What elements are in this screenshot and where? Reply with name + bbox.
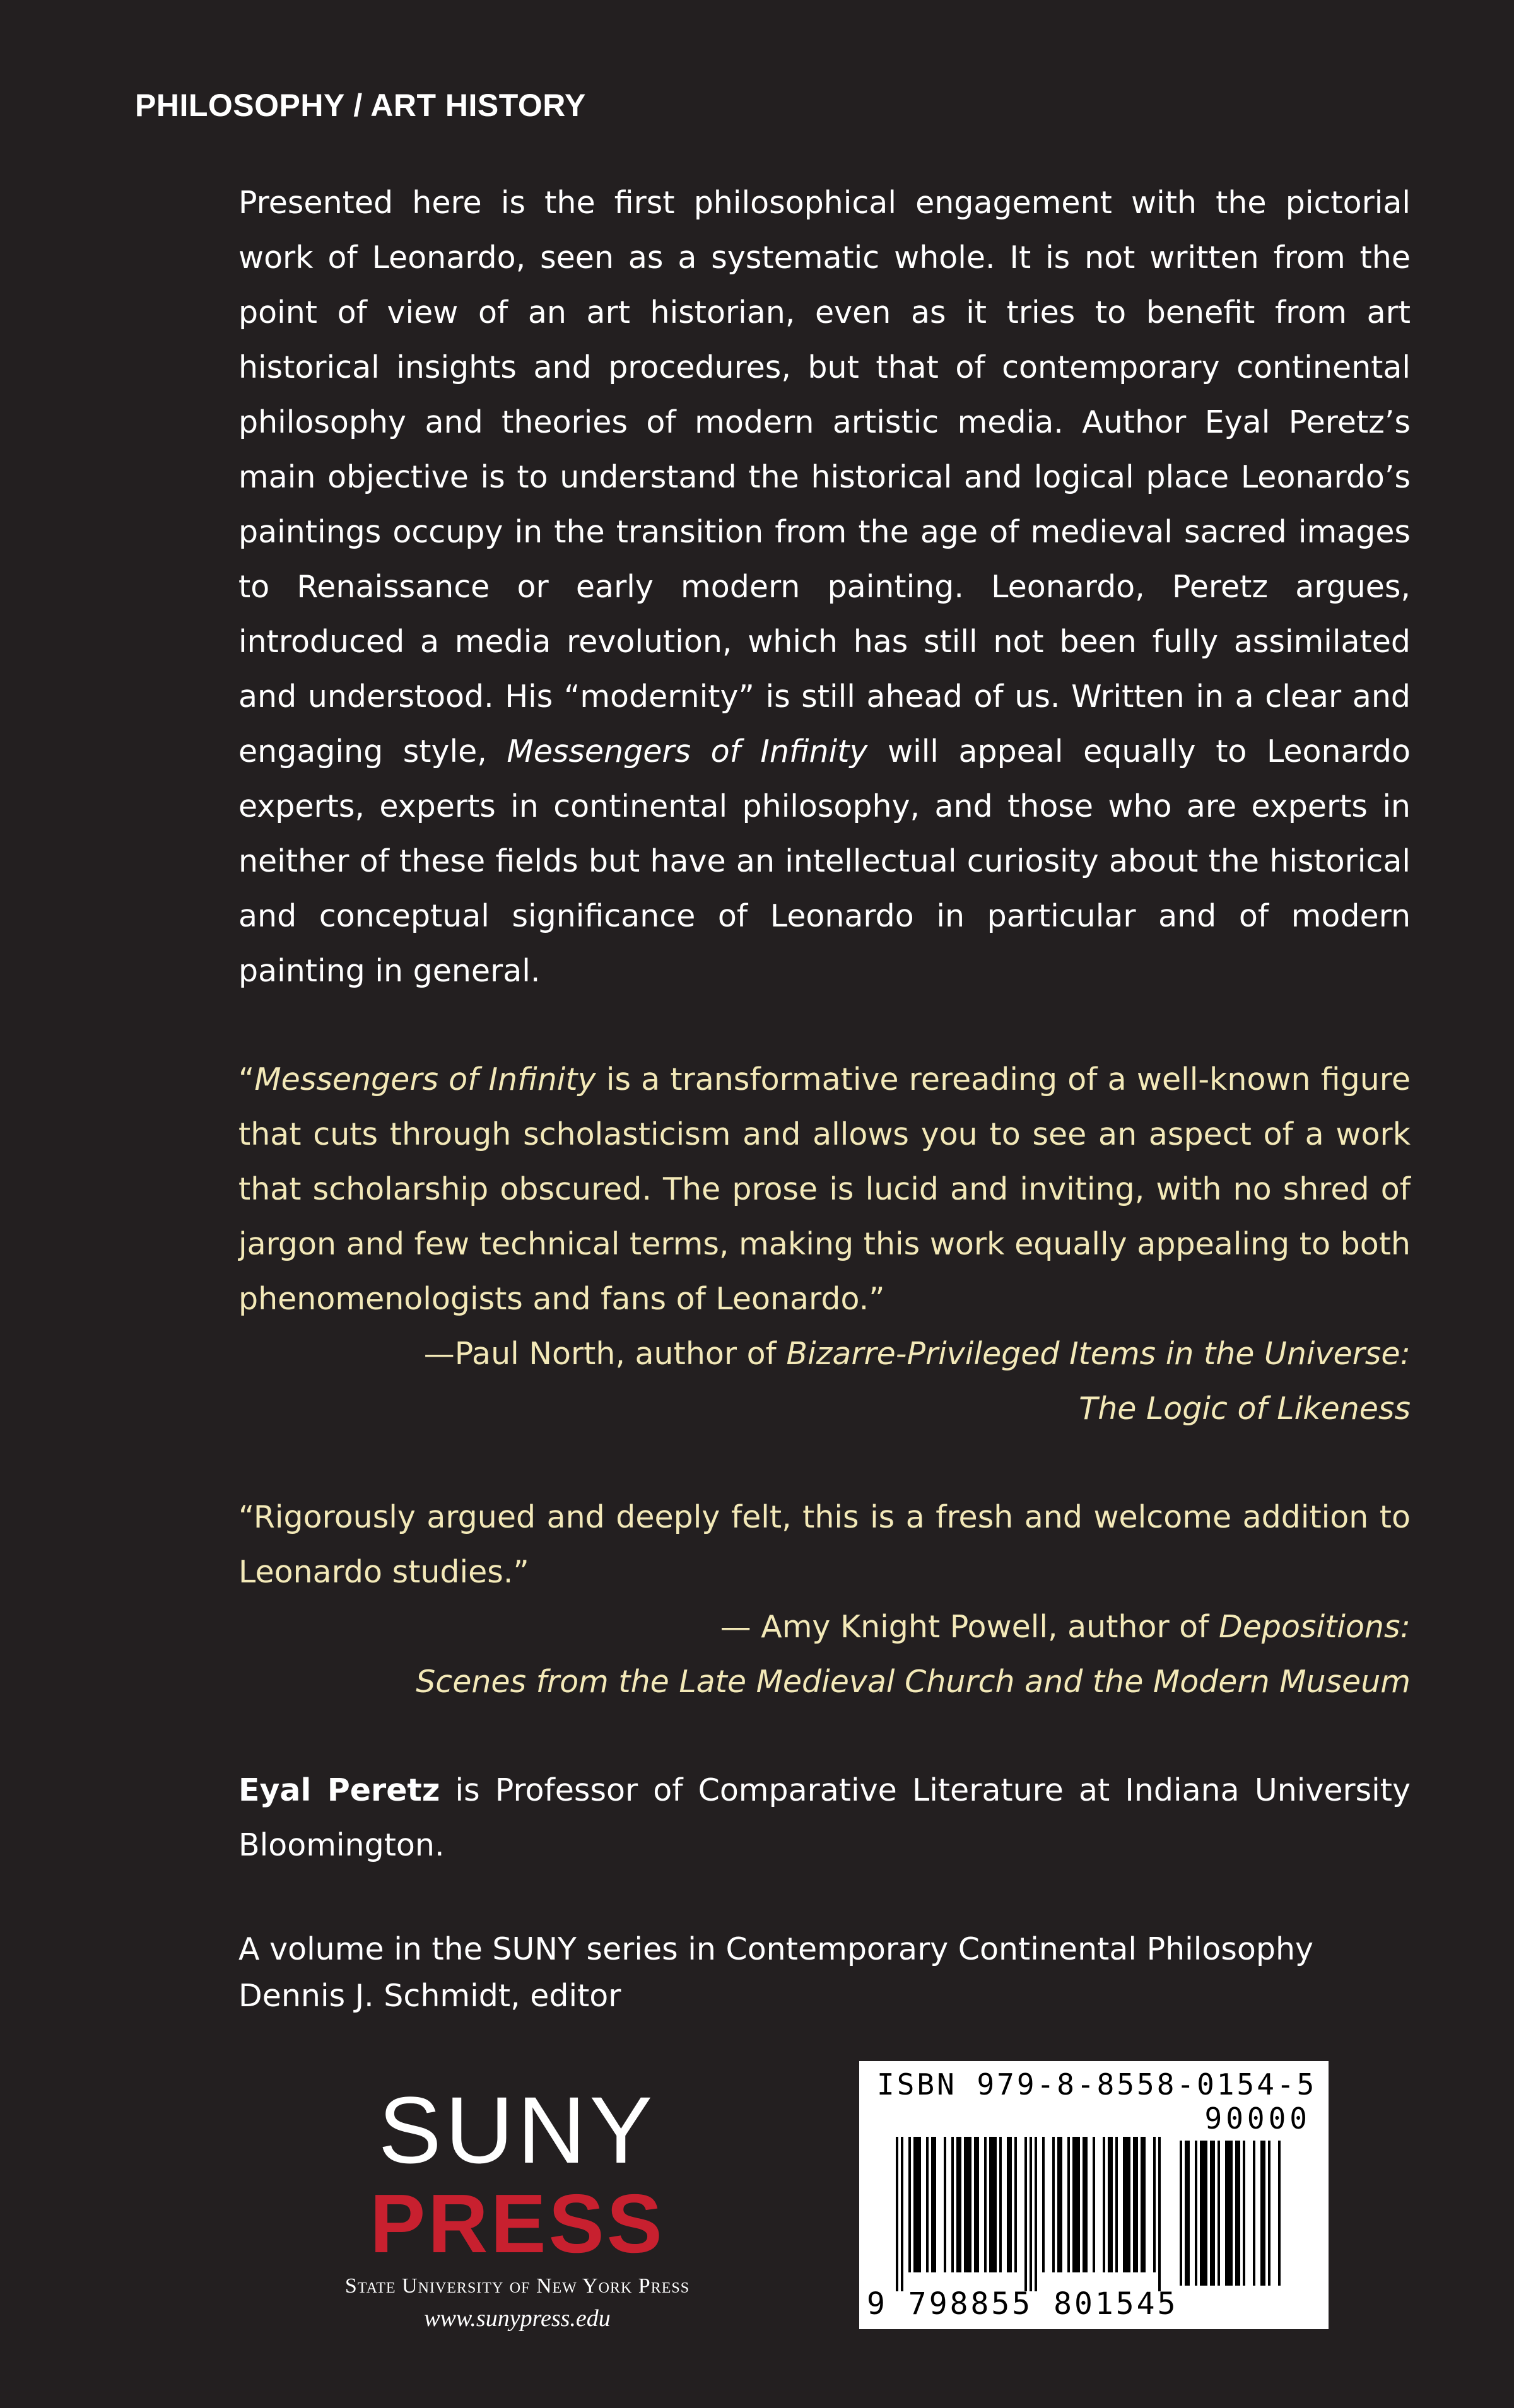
barcode-bar [1067, 2137, 1070, 2272]
barcode-digits: 9 798855 801545 [867, 2286, 1178, 2322]
isbn-barcode [859, 2061, 1329, 2329]
barcode-bar [1108, 2137, 1113, 2272]
barcode-bar [1260, 2141, 1265, 2286]
barcode-bar [1057, 2137, 1062, 2272]
barcode-bar [1235, 2141, 1240, 2286]
isbn-text: ISBN 979-8-8558-0154-5 [877, 2067, 1317, 2101]
barcode-bar [974, 2137, 979, 2272]
author-bio: Eyal Peretz is Professor of Comparative Literature at Indiana University Bloomington. [238, 1772, 1411, 1863]
quote-attribution-line-2: The Logic of Likeness [1079, 1391, 1411, 1427]
barcode-bar [964, 2137, 971, 2272]
series-line-1: A volume in the SUNY series in Contemporary Continental Philosophy [238, 1931, 1314, 1967]
barcode-bar [1072, 2137, 1080, 2272]
barcode-bar [1133, 2137, 1138, 2272]
publisher-name: State University of New York Press [344, 2274, 690, 2298]
barcode-bar [1093, 2137, 1095, 2272]
logo-suny-text: SUNY [378, 2077, 657, 2183]
barcode-addon-text: 90000 [1204, 2101, 1311, 2136]
barcode-bar [989, 2137, 997, 2272]
barcode-bar [1024, 2137, 1027, 2291]
series-line-2: Dennis J. Schmidt, editor [238, 1978, 621, 2014]
barcode-bar [931, 2137, 936, 2272]
barcode-addon-bars-icon [1180, 2141, 1312, 2286]
barcode-bar [1141, 2137, 1146, 2272]
barcode-bar [1158, 2137, 1161, 2291]
barcode-bar [956, 2137, 961, 2272]
barcode-bar [913, 2137, 921, 2272]
barcode-bar [1035, 2137, 1037, 2291]
back-cover-text [238, 175, 1411, 2019]
book-description: Presented here is the first philosophical engagement with the pictorial work of Leonardo, seen as a systematic whole. It is not written from the point of view of an art historian, even as it tries to benefit from art historical insights and procedures, but that of contemporary continental philosophy and theories of modern artistic media. Author Eyal Peretz’s main objective is to understand the historical and logical place Leonardo’s paintings occupy in the transition from the age of medieval sacred images to Renaissance or early modern painting. Leonardo, Peretz argues, introduced a media revolution, which has still not been fully assimilated and understood. His “modernity” is still ahead of us. Written in a clear and engaging style, Messengers of Infinity will appeal equally to Leonardo experts, experts in continental philosophy, and those who are experts in neither of these fields but have an intellectual curiosity about the historical and conceptual significance of Leonardo in particular and of modern painting in general. [238, 185, 1411, 989]
barcode-bar [1210, 2141, 1215, 2286]
barcode-bar [1180, 2141, 1182, 2286]
barcode-bar [1042, 2137, 1045, 2272]
author-name: Eyal Peretz [238, 1772, 440, 1808]
logo-press-text: PRESS [370, 2177, 665, 2270]
barcode-bar [951, 2137, 954, 2272]
barcode-bar [1200, 2141, 1207, 2286]
barcode-bar [944, 2137, 946, 2272]
quote-attribution: — Amy Knight Powell, author of Depositions: [720, 1609, 1411, 1645]
barcode-bar [1115, 2137, 1118, 2272]
barcode-bar [1052, 2137, 1055, 2272]
series-note [238, 1926, 1411, 2019]
quote-text: “Messengers of Infinity is a transformative rereading of a well-known figure that cuts through scholasticism and allows you to see an aspect of a work that scholarship obscured. The prose is lucid and inviting, with no shred of jargon and few technical terms, making this work equally appealing to both phenomenologists and fans of Leonardo.” [238, 1061, 1411, 1317]
barcode-bar [1014, 2137, 1017, 2272]
book-title: Messengers of Infinity [254, 1061, 596, 1097]
barcode-bar [1225, 2141, 1233, 2286]
barcode-bar [896, 2137, 898, 2291]
barcode-bar [999, 2137, 1002, 2272]
barcode-bar [926, 2137, 929, 2272]
barcode-bar [908, 2137, 911, 2272]
endorsement-quote-2 [238, 1490, 1411, 1709]
barcode-bar [1253, 2141, 1255, 2286]
book-title: Messengers of Infinity [507, 734, 868, 769]
barcode-bar [1195, 2141, 1197, 2286]
barcode-bar [901, 2137, 903, 2291]
barcode-bars-icon [896, 2137, 1173, 2291]
barcode-bar [1153, 2137, 1156, 2272]
publisher-url: www.sunypress.edu [424, 2305, 611, 2332]
barcode-bar [1103, 2137, 1105, 2272]
barcode-bar [1123, 2137, 1130, 2272]
barcode-bar [1278, 2141, 1281, 2286]
quote-attribution-line-2: Scenes from the Late Medieval Church and the Modern Museum [416, 1664, 1411, 1700]
quote-attribution: —Paul North, author of Bizarre-Privileged Items in the Universe: [423, 1336, 1411, 1372]
barcode-bar [1185, 2141, 1190, 2286]
barcode-bar [1268, 2141, 1270, 2286]
category-label: PHILOSOPHY / ART HISTORY [135, 88, 586, 123]
barcode-bar [1007, 2137, 1012, 2272]
barcode-bar [984, 2137, 987, 2272]
endorsement-quote-1 [238, 1052, 1411, 1436]
barcode-bar [1083, 2137, 1088, 2272]
barcode-bar [1243, 2141, 1245, 2286]
suny-press-logo [303, 2077, 732, 2332]
quote-text: “Rigorously argued and deeply felt, this is a fresh and welcome addition to Leonardo studies.” [238, 1499, 1411, 1590]
barcode-bar [1218, 2141, 1220, 2286]
barcode-bar [1030, 2137, 1032, 2291]
